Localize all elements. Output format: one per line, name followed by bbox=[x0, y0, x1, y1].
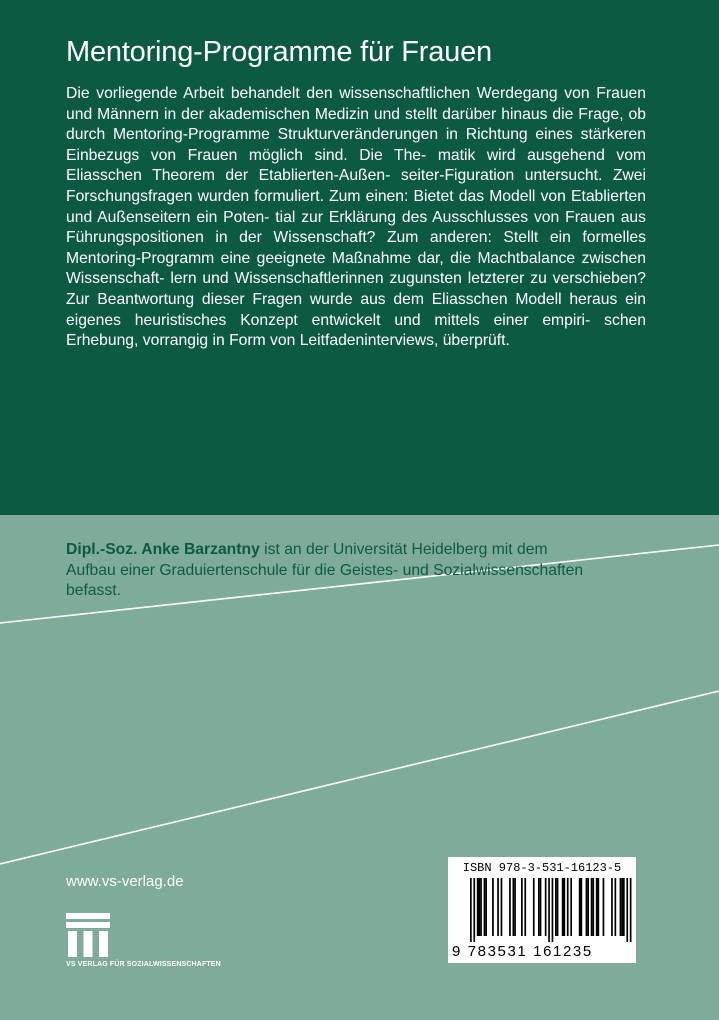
abstract-line: lern und Wissenschaftlerinnen zugunsten letzterer zu verschieben? bbox=[170, 270, 646, 288]
barcode-bar bbox=[567, 878, 569, 936]
cover-bottom-panel bbox=[0, 515, 719, 1020]
publisher-website[interactable]: www.vs-verlag.de bbox=[66, 873, 184, 890]
abstract-line: Frauen und Männern in der akademischen Medizin und stellt darüber bbox=[66, 85, 647, 123]
barcode-bar bbox=[598, 878, 600, 936]
barcode-bar bbox=[480, 878, 482, 936]
abstract-line: seiter-Figuration untersucht. Zwei Forschungsfragen wurden formuliert. bbox=[66, 167, 647, 205]
author-bio-line: befasst. bbox=[66, 582, 121, 600]
barcode-bar bbox=[501, 878, 503, 936]
barcode-bar bbox=[514, 878, 516, 936]
abstract-line: Zur Beantwortung dieser Fragen wurde aus dem Eliasschen Modell heraus bbox=[66, 290, 618, 308]
abstract-line: in Richtung eines stärkeren Einbezugs von Frauen möglich sind. Die The- bbox=[66, 126, 646, 164]
author-name: Dipl.-Soz. Anke Barzantny bbox=[66, 541, 260, 558]
barcode-bar bbox=[557, 878, 559, 936]
barcode-bar bbox=[615, 878, 617, 936]
barcode-bar bbox=[524, 878, 526, 936]
barcode-bar bbox=[581, 878, 583, 936]
barcode-bar bbox=[592, 878, 594, 936]
diagonal-line-lower bbox=[0, 691, 719, 864]
barcode-bar bbox=[579, 878, 581, 936]
barcode-bar bbox=[485, 878, 487, 936]
book-title: Mentoring-Programme für Frauen bbox=[66, 36, 492, 68]
barcode-bar bbox=[477, 878, 479, 936]
barcode-bar bbox=[562, 878, 564, 936]
ean-digits: 9 783531 161235 bbox=[452, 943, 593, 960]
abstract-line: in der Wissenschaft? Zum anderen: Stellt ein formelles Mentoring-Programm bbox=[66, 229, 647, 267]
barcode-bar bbox=[470, 878, 472, 942]
abstract-line: tial zur Erklärung des Ausschlusses von Frauen aus Führungspositionen bbox=[66, 208, 646, 247]
book-abstract bbox=[66, 84, 646, 352]
abstract-line: ein eigenes heuristisches Konzept entwickelt und mittels einer empiri- bbox=[66, 290, 647, 329]
publisher-name: VS VERLAG FÜR SOZIALWISSENSCHAFTEN bbox=[66, 961, 221, 968]
abstract-line: schen Erhebung, vorrangig in Form von Leitfadeninterviews, überprüft. bbox=[66, 311, 646, 350]
author-bio bbox=[66, 540, 666, 602]
barcode-bar bbox=[479, 878, 481, 936]
isbn-barcode bbox=[448, 857, 636, 963]
barcode-bar bbox=[603, 878, 605, 936]
barcode-bar bbox=[555, 878, 557, 936]
barcode-bar bbox=[492, 878, 494, 936]
barcode-bar bbox=[591, 878, 593, 936]
barcode-bar bbox=[630, 878, 632, 942]
barcode-bar bbox=[509, 878, 511, 936]
barcode-bar bbox=[623, 878, 625, 936]
barcode-bar bbox=[538, 878, 540, 936]
barcode-bar bbox=[545, 878, 547, 936]
barcode-bar bbox=[473, 878, 475, 942]
barcode-bar bbox=[587, 878, 589, 936]
barcode-bar bbox=[626, 878, 628, 942]
barcode-bars bbox=[460, 878, 636, 942]
barcode-bar bbox=[596, 878, 598, 936]
abstract-line: hinaus die Frage, ob durch Mentoring-Programme Strukturveränderungen bbox=[66, 105, 647, 144]
barcode-bar bbox=[497, 878, 499, 936]
barcode-bar bbox=[552, 878, 554, 942]
barcode-bar bbox=[540, 878, 542, 936]
barcode-bar bbox=[620, 878, 622, 936]
isbn-label: ISBN 978-3-531-16123-5 bbox=[462, 861, 622, 875]
abstract-line: Zum einen: Bietet das Modell von Etablierten und Außenseitern ein Poten- bbox=[66, 187, 647, 226]
vs-verlag-logo-icon bbox=[66, 913, 110, 957]
barcode-bar bbox=[484, 878, 486, 936]
barcode-bar bbox=[564, 878, 566, 936]
barcode-bar bbox=[570, 878, 572, 936]
barcode-bar bbox=[548, 878, 550, 942]
barcode-bar bbox=[621, 878, 623, 936]
barcode-bar bbox=[586, 878, 588, 936]
barcode-bar bbox=[521, 878, 523, 936]
barcode-bar bbox=[533, 878, 535, 936]
barcode-bar bbox=[513, 878, 515, 936]
author-bio-line: Aufbau einer Graduiertenschule für die Geistes- und Sozialwissenschaften bbox=[66, 561, 584, 579]
abstract-line: eine geeignete Maßnahme dar, die Machtbalance zwischen Wissenschaft- bbox=[66, 249, 647, 288]
abstract-line: Die vorliegende Arbeit behandelt den wissenschaftlichen Werdegang von bbox=[66, 85, 590, 102]
abstract-line: matik wird ausgehend vom Eliasschen Theorem der Etablierten-Außen- bbox=[66, 146, 646, 185]
barcode-bar bbox=[611, 878, 613, 936]
author-bio-line: ist an der Universität Heidelberg mit dem bbox=[259, 541, 548, 558]
